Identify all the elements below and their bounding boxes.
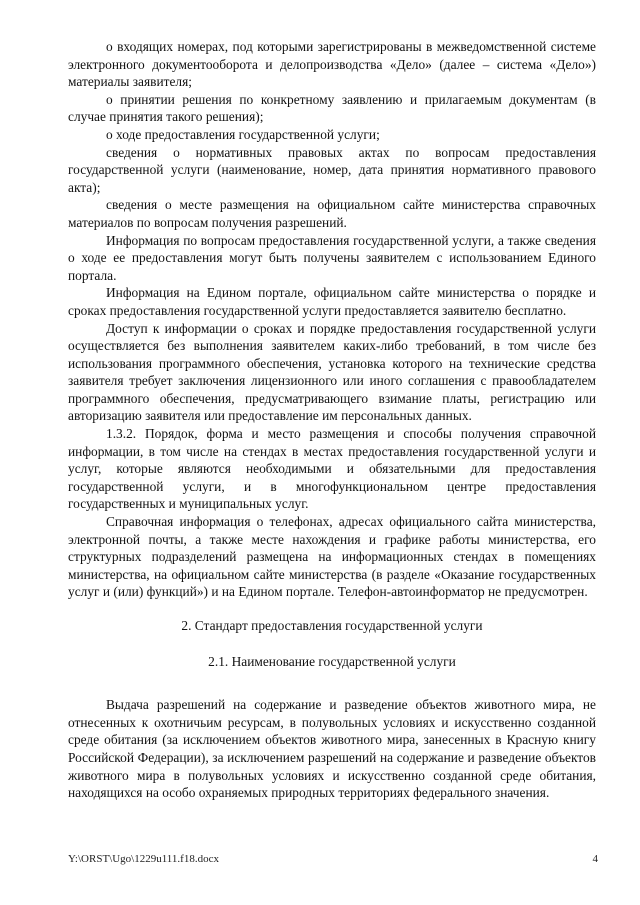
paragraph-decision: о принятии решения по конкретному заявлению и прилагаемым документам (в случае принятия такого решения); [68, 91, 596, 125]
paragraph-free-info: Информация на Едином портале, официальном сайте министерства о порядке и сроках предоставления государственной услуги предоставляется заявителю бесплатно. [68, 285, 596, 318]
paragraph-service-name: Выдача разрешений на содержание и разведение объектов животного мира, не отнесенных к охотничьим ресурсам, в полувольных условиях и искусственно созданной среде обитания (за исключением объектов животного мира, занесенных в Красную книгу Российской Федерации), за исключением разрешений на содержание и разведение объектов животного мира в полувольных условиях и искусственно созданной среде обитания, находящихся на особо охраняемых природных территориях федерального значения. [68, 697, 596, 801]
paragraph-progress: о ходе предоставления государственной услуги; [106, 126, 380, 142]
paragraph-incoming-numbers: о входящих номерах, под которыми зарегистрированы в межведомственной системе электронного документооборота и делопроизводства «Дело» (далее – система «Дело») материалы заявителя; [68, 39, 596, 90]
subsection-heading: 2.1. Наименование государственной услуги [208, 653, 456, 669]
document-body [68, 38, 596, 802]
paragraph-legal-acts: сведения о нормативных правовых актах по вопросам предоставления государственной услуги (наименование, номер, дата принятия нормативного правового акта); [68, 144, 596, 195]
paragraph-portal-info: Информация по вопросам предоставления государственной услуги, а также сведения о ходе ее предоставления могут быть получены заявителем с использованием Единого портала. [68, 232, 596, 283]
section-heading: 2. Стандарт предоставления государственной услуги [181, 618, 483, 633]
paragraph-access: Доступ к информации о сроках и порядке предоставления государственной услуги осуществляется без выполнения заявителем каких-либо требований, в том числе без использования программного обеспечения, установка которого на технические средства заявителя требует заключения лицензионного или иного соглашения с правообладателем программного обеспечения, предусматривающего взимание платы, регистрацию или авторизацию заявителя или предоставление им персональных данных. [68, 320, 596, 424]
paragraph-1-3-2: 1.3.2. Порядок, форма и место размещения и способы получения справочной информации, в том числе на стендах в местах предоставления государственной услуги и услуг, которые являются необходимыми и обязательными для предоставления государственной услуги, и в многофункциональном центре предоставления государственных и муниципальных услуг. [68, 426, 596, 512]
footer-file-path: Y:\ORST\Ugo\1229u111.f18.docx [68, 853, 219, 865]
footer-page-number: 4 [592, 853, 598, 865]
paragraph-reference-materials: сведения о месте размещения на официальном сайте министерства справочных материалов по вопросам получения разрешений. [68, 197, 596, 230]
paragraph-reference-info: Справочная информация о телефонах, адресах официального сайта министерства, электронной почты, а также месте нахождения и графике работы министерства, его структурных подразделений размещена на информационных стендах в помещениях министерства, на официальном сайте министерства (в разделе «Оказание государственных услуг и (или) функций») и на Едином портале. Телефон-автоинформатор не предусмотрен. [68, 514, 596, 600]
